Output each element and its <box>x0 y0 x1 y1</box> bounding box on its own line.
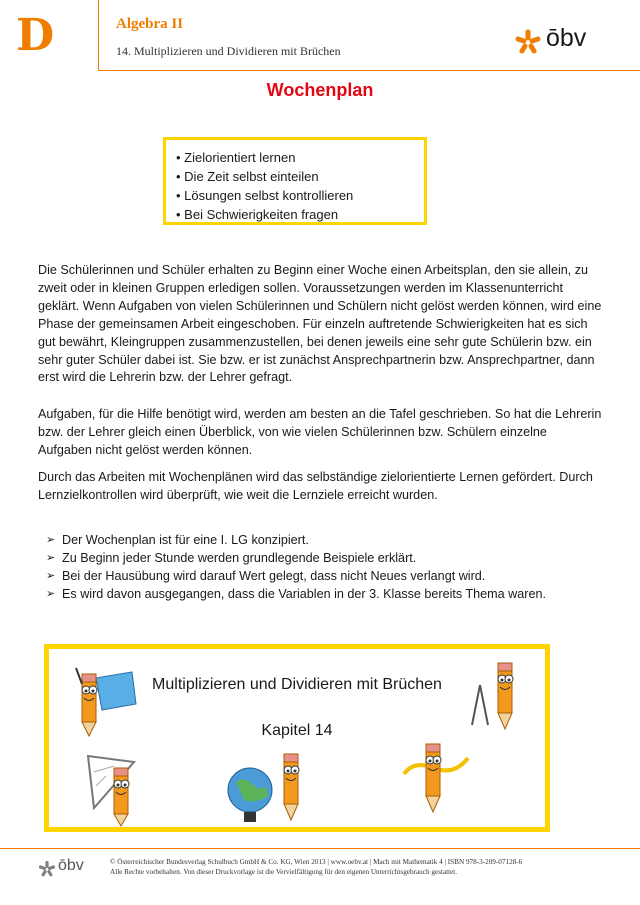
goals-list <box>166 140 424 224</box>
arrow-bullet-icon: ➢ <box>46 569 56 582</box>
footer-obv-logo <box>38 858 98 880</box>
goals-box <box>163 137 427 225</box>
goal-item: • Die Zeit selbst einteilen <box>176 167 424 186</box>
cover-chapter: Kapitel 14 <box>261 722 333 739</box>
pencil-with-measuring-tape-illustration <box>398 740 474 820</box>
note-item: ➢ Bei der Hausübung wird darauf Wert gelegt, dass nicht Neues verlangt wird. <box>46 568 606 586</box>
rights-line: Alle Rechte vorbehalten. Von dieser Druckvorlage ist die Vervielfältigung für den eigenen Unterrichtsgebrauch gestattet. <box>110 868 458 876</box>
note-item: ➢ Zu Beginn jeder Stunde werden grundlegende Beispiele erklärt. <box>46 550 606 568</box>
pencil-with-set-square-illustration <box>84 752 154 828</box>
header-divider-horizontal <box>98 70 640 71</box>
arrow-bullet-icon: ➢ <box>46 587 56 600</box>
chapter-title: 14. Multiplizieren und Dividieren mit Brüchen <box>116 44 341 58</box>
obv-star-icon <box>38 860 56 878</box>
paragraph-2 <box>38 406 603 460</box>
obv-star-icon <box>514 28 542 56</box>
footer-divider <box>0 848 640 849</box>
note-item: ➢ Der Wochenplan ist für eine I. LG konzipiert. <box>46 532 606 550</box>
book-title: Algebra II <box>116 16 184 32</box>
pencil-with-compass-illustration <box>470 655 530 733</box>
pencil-with-globe-illustration <box>222 752 312 830</box>
cover-title: Multiplizieren und Dividieren mit Brüchen <box>152 676 442 693</box>
goal-item: • Lösungen selbst kontrollieren <box>176 186 424 205</box>
copyright-line: © Österreichischer Bundesverlag Schulbuch GmbH & Co. KG, Wien 2013 | www.oebv.at | Mach mit Mathematik 4 | ISBN 978-3-209-07128-6 <box>110 858 523 866</box>
paragraph-1 <box>38 262 603 387</box>
chapter-letter: D <box>16 10 55 61</box>
paragraph-text: Durch das Arbeiten mit Wochenplänen wird das selbständige zielorientierte Lernen gefördert. Durch Lernzielkontrollen wird überprüft, wie weit die Lernziele erreicht wurden. <box>38 470 593 502</box>
paragraph-text: Aufgaben, für die Hilfe benötigt wird, werden am besten an die Tafel geschrieben. So hat die Lehrerin bzw. der Lehrer gleich einen Überblick, von wie vielen Schülerinnen bzw. Schülern einzelne Aufgaben nicht gelöst werden können. <box>38 407 602 457</box>
goal-item: • Zielorientiert lernen <box>176 148 424 167</box>
arrow-bullet-icon: ➢ <box>46 551 56 564</box>
pencil-with-paper-illustration <box>62 664 142 740</box>
page-title: Wochenplan <box>266 80 374 100</box>
obv-logo-text: ōbv <box>546 24 587 52</box>
goal-item: • Bei Schwierigkeiten fragen <box>176 205 424 224</box>
note-item: ➢ Es wird davon ausgegangen, dass die Variablen in der 3. Klasse bereits Thema waren. <box>46 586 606 604</box>
arrow-bullet-icon: ➢ <box>46 534 56 546</box>
footer-copyright <box>110 857 522 877</box>
notes-list <box>46 532 606 604</box>
header-divider-vertical <box>98 0 99 70</box>
footer-logo-text: ōbv <box>58 857 84 874</box>
paragraph-text: Die Schülerinnen und Schüler erhalten zu Beginn einer Woche einen Arbeitsplan, den sie allein, zu zweit oder in kleinen Gruppen erledigen sollen. Voraussetzungen werden im Klassenunterricht geklärt. Wenn Aufgaben von vielen Schülerinnen und Schülern nicht gelöst werden können, wird eine Phase der gemeinsamen Arbeit eingeschoben. Für einzeln auftretende Schwierigkeiten hat es sich gut bewährt, Kleingruppen zusammenzustellen, bei denen jeweils eine sehr gute Schülerin bzw. ein sehr guter Schüler dabei ist. Sie bzw. er ist zunächst Ansprechpartnerin bzw. Ansprechpartner, dann erst wird die Lehrerin bzw. der Lehrer gefragt. <box>38 263 602 385</box>
obv-logo <box>514 26 624 56</box>
paragraph-3 <box>38 469 603 505</box>
